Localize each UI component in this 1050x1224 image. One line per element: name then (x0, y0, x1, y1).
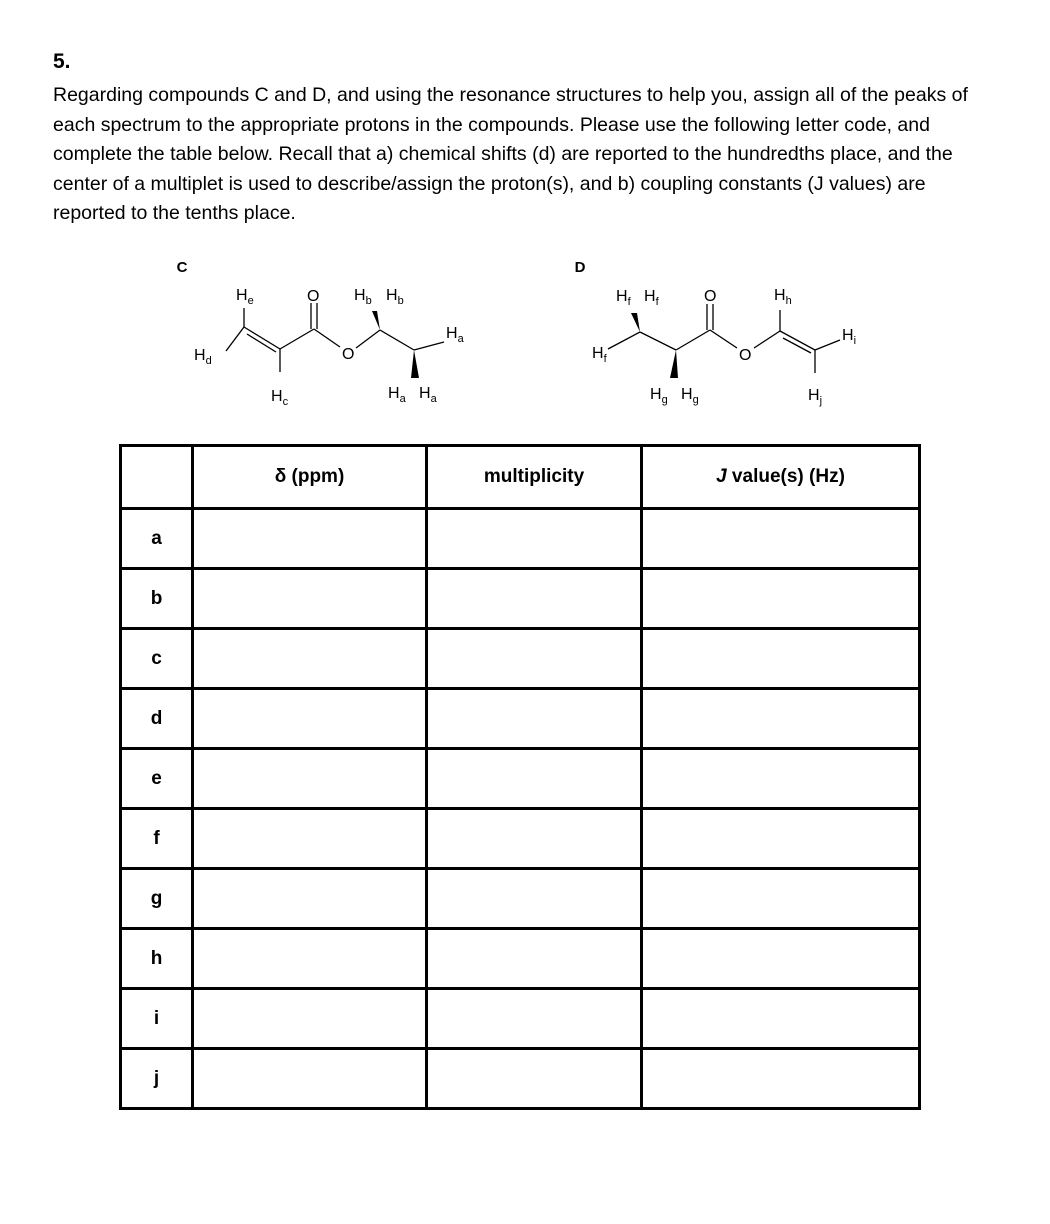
table-row (121, 869, 920, 929)
structures-figure (0, 0, 1050, 430)
shift-cell[interactable] (193, 749, 427, 809)
table-row (121, 989, 920, 1049)
atom-ha-1: $H_a$ (446, 325, 464, 345)
atom-ha-2: $H_a$ (388, 385, 406, 405)
multiplicity-cell[interactable] (427, 929, 642, 989)
atom-o-carbonyl-c: O (307, 288, 320, 305)
header-multiplicity: multiplicity (427, 446, 642, 509)
j-value-cell[interactable] (642, 629, 920, 689)
question-number: 5. (53, 50, 71, 73)
atom-hh: $H_h$ (774, 287, 792, 307)
row-label: h (121, 929, 193, 989)
atom-o-ester-d: O (739, 347, 752, 364)
atom-he: $H_e$ (236, 287, 254, 307)
j-value-cell[interactable] (642, 569, 920, 629)
multiplicity-cell[interactable] (427, 689, 642, 749)
table-header-row (121, 446, 920, 509)
row-label: a (121, 509, 193, 569)
multiplicity-cell[interactable] (427, 1049, 642, 1109)
multiplicity-cell[interactable] (427, 509, 642, 569)
table-row (121, 629, 920, 689)
multiplicity-cell[interactable] (427, 869, 642, 929)
assignment-table (119, 444, 921, 1110)
shift-cell[interactable] (193, 809, 427, 869)
multiplicity-cell[interactable] (427, 989, 642, 1049)
table-row (121, 509, 920, 569)
compound-c-label: C (176, 259, 188, 276)
multiplicity-cell[interactable] (427, 809, 642, 869)
multiplicity-cell[interactable] (427, 569, 642, 629)
shift-cell[interactable] (193, 929, 427, 989)
atom-o-ester-c: O (342, 346, 355, 363)
atom-hd: $H_d$ (194, 347, 212, 367)
shift-cell[interactable] (193, 569, 427, 629)
header-chemical-shift: δ (ppm) (193, 446, 427, 509)
header-j-values: J value(s) (Hz) (642, 446, 920, 509)
table-row (121, 1049, 920, 1109)
j-value-cell[interactable] (642, 989, 920, 1049)
shift-cell[interactable] (193, 1049, 427, 1109)
table-row (121, 929, 920, 989)
row-label: f (121, 809, 193, 869)
j-value-cell[interactable] (642, 749, 920, 809)
atom-hg-2: $H_g$ (681, 386, 699, 406)
multiplicity-cell[interactable] (427, 629, 642, 689)
question-prompt: Regarding compounds C and D, and using the resonance structures to help you, assign all of the peaks of each spectrum to the appropriate protons in the compounds. Please use the following letter code, and complete the table below. Recall that a) chemical shifts (d) are reported to the hundredths place, and the center of a multiplet is used to describe/assign the proton(s), and b) coupling constants (J values) are reported to the tenths place. (53, 84, 968, 224)
table-row (121, 689, 920, 749)
row-label: d (121, 689, 193, 749)
shift-cell[interactable] (193, 869, 427, 929)
table-row (121, 749, 920, 809)
atom-hi: $H_i$ (842, 327, 857, 347)
atom-hb-1: $H_b$ (354, 287, 372, 307)
row-label: c (121, 629, 193, 689)
atom-hf-2: $H_f$ (644, 288, 659, 308)
shift-cell[interactable] (193, 509, 427, 569)
row-label: e (121, 749, 193, 809)
j-value-cell[interactable] (642, 869, 920, 929)
row-label: i (121, 989, 193, 1049)
row-label: j (121, 1049, 193, 1109)
j-value-cell[interactable] (642, 1049, 920, 1109)
header-blank (121, 446, 193, 509)
shift-cell[interactable] (193, 989, 427, 1049)
table-row (121, 809, 920, 869)
compound-d-label: D (574, 259, 586, 276)
atom-hj: $H_j$ (808, 387, 823, 407)
atom-hc: $H_c$ (271, 388, 289, 408)
atom-ha-3: $H_a$ (419, 385, 437, 405)
j-value-cell[interactable] (642, 929, 920, 989)
shift-cell[interactable] (193, 629, 427, 689)
row-label: g (121, 869, 193, 929)
shift-cell[interactable] (193, 689, 427, 749)
j-value-cell[interactable] (642, 509, 920, 569)
j-value-cell[interactable] (642, 809, 920, 869)
atom-o-carbonyl-d: O (704, 288, 717, 305)
atom-hf-3: $H_f$ (592, 345, 607, 365)
row-label: b (121, 569, 193, 629)
atom-hb-2: $H_b$ (386, 287, 404, 307)
multiplicity-cell[interactable] (427, 749, 642, 809)
atom-hg-1: $H_g$ (650, 386, 668, 406)
table-row (121, 569, 920, 629)
atom-hf-1: $H_f$ (616, 288, 631, 308)
j-value-cell[interactable] (642, 689, 920, 749)
